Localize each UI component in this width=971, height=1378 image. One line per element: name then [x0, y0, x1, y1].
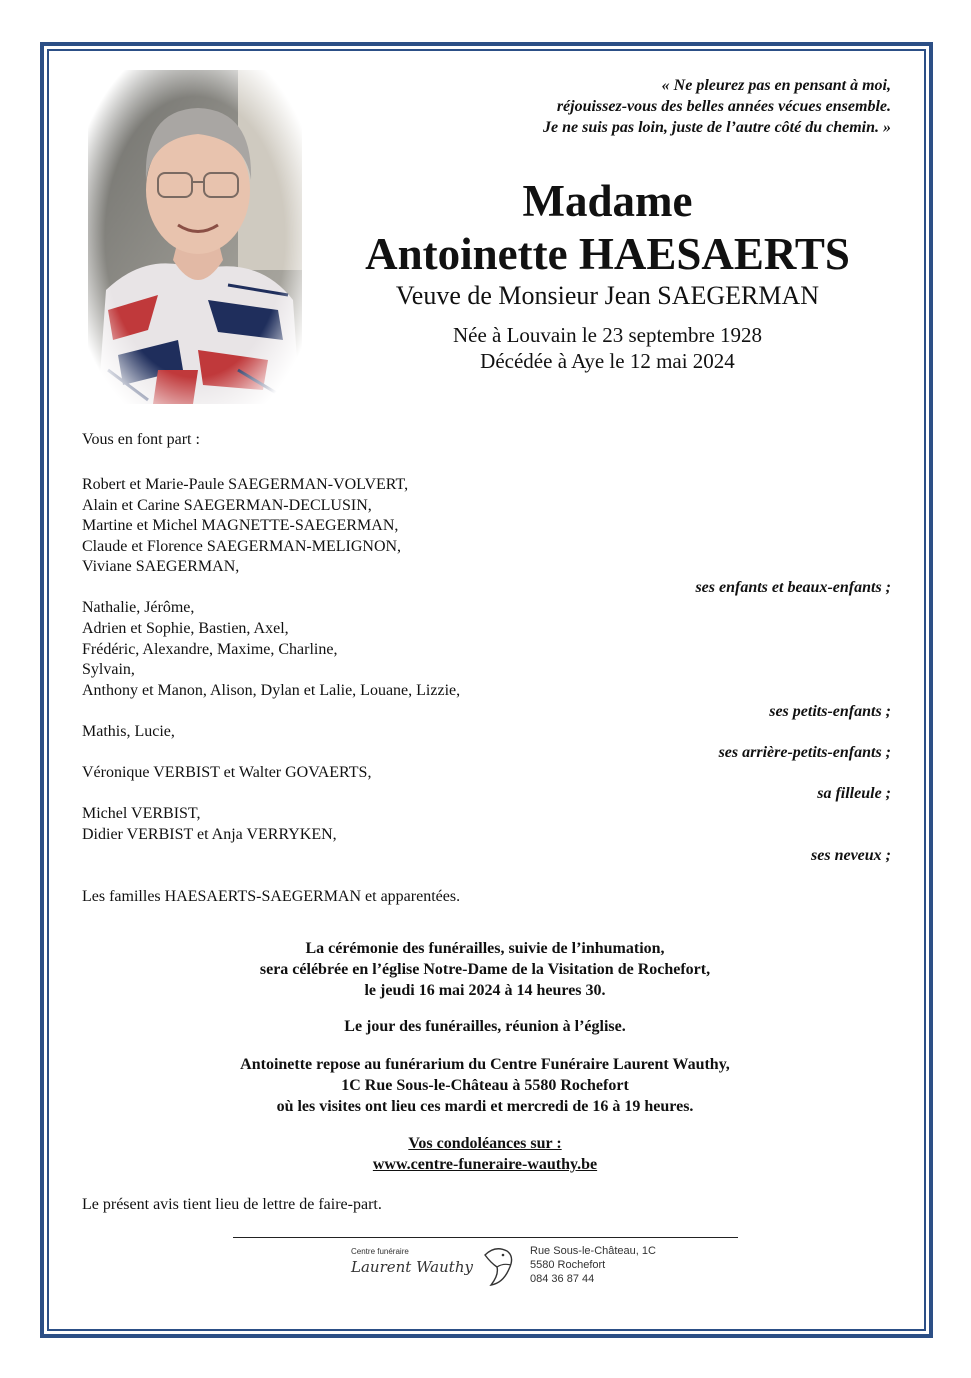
- condolences-block: [90, 1133, 880, 1175]
- family-line: Viviane SAEGERMAN,: [82, 558, 240, 575]
- relation-label: ses arrière-petits-enfants ;: [718, 744, 891, 761]
- funeral-home-logo: [345, 1243, 515, 1289]
- visit-line: où les visites ont lieu ces mardi et mercredi de 16 à 19 heures.: [276, 1098, 694, 1115]
- visit-line: Antoinette repose au funérarium du Centre Funéraire Laurent Wauthy,: [240, 1056, 730, 1073]
- meeting-line: Le jour des funérailles, réunion à l’église.: [344, 1018, 626, 1035]
- ceremony-details: [90, 938, 880, 1001]
- honorific-title: Madame: [522, 176, 693, 226]
- visitation-details: [90, 1054, 880, 1117]
- deceased-name: Antoinette HAESAERTS: [365, 229, 850, 279]
- family-line: Sylvain,: [82, 661, 135, 678]
- phone-number: 084 36 87 44: [530, 1273, 595, 1285]
- family-line: Didier VERBIST et Anja VERRYKEN,: [82, 826, 337, 843]
- family-line: Michel VERBIST,: [82, 805, 201, 822]
- address-line: Rue Sous-le-Château, 1C: [530, 1245, 656, 1257]
- relation-label: sa filleule ;: [817, 785, 891, 802]
- closing-note: Le présent avis tient lieu de lettre de faire-part.: [82, 1196, 382, 1213]
- logo-caption: Centre funéraire: [351, 1247, 409, 1256]
- condolences-label: Vos condoléances sur :: [408, 1135, 562, 1152]
- condolences-link[interactable]: www.centre-funeraire-wauthy.be: [372, 1156, 598, 1173]
- meeting-note: [90, 1016, 880, 1037]
- epitaph-quote: [371, 75, 891, 138]
- relation-label: ses enfants et beaux-enfants ;: [695, 579, 891, 596]
- ceremony-line: sera célébrée en l’église Notre-Dame de la Visitation de Rochefort,: [259, 961, 711, 978]
- family-line: Anthony et Manon, Alison, Dylan et Lalie, Louane, Lizzie,: [82, 681, 461, 699]
- family-line: Mathis, Lucie,: [82, 723, 175, 740]
- family-line: Nathalie, Jérôme,: [82, 599, 195, 616]
- relation-label: ses petits-enfants ;: [769, 703, 891, 720]
- quote-line: « Ne pleurez pas en pensant à moi,: [661, 77, 891, 94]
- visit-line: 1C Rue Sous-le-Château à 5580 Rochefort: [341, 1077, 629, 1094]
- ceremony-line: le jeudi 16 mai 2024 à 14 heures 30.: [364, 982, 606, 999]
- portrait-photo: [88, 70, 302, 404]
- family-line: Robert et Marie-Paule SAEGERMAN-VOLVERT,: [82, 476, 409, 493]
- families-line: Les familles HAESAERTS-SAEGERMAN et apparentées.: [82, 888, 461, 905]
- footer-divider: [233, 1237, 738, 1238]
- quote-line: réjouissez-vous des belles années vécues ensemble.: [556, 98, 891, 115]
- footer-address: [530, 1244, 656, 1286]
- family-line: Claude et Florence SAEGERMAN-MELIGNON,: [82, 537, 402, 555]
- dove-icon: [481, 1243, 517, 1287]
- relation-label: ses neveux ;: [811, 847, 891, 864]
- family-line: Frédéric, Alexandre, Maxime, Charline,: [82, 640, 338, 658]
- address-line: 5580 Rochefort: [530, 1259, 606, 1271]
- family-line: Véronique VERBIST et Walter GOVAERTS,: [82, 764, 372, 781]
- ceremony-line: La cérémonie des funérailles, suivie de l’inhumation,: [305, 940, 665, 957]
- death-line: Décédée à Aye le 12 mai 2024: [480, 349, 735, 373]
- birth-line: Née à Louvain le 23 septembre 1928: [452, 323, 763, 347]
- logo-script-name: Laurent Wauthy: [351, 1258, 473, 1276]
- intro-text: Vous en font part :: [82, 431, 200, 448]
- widow-line: Veuve de Monsieur Jean SAEGERMAN: [395, 281, 820, 310]
- family-line: Adrien et Sophie, Bastien, Axel,: [82, 620, 289, 637]
- quote-line: Je ne suis pas loin, juste de l’autre côté du chemin. »: [542, 119, 891, 136]
- family-line: Alain et Carine SAEGERMAN-DECLUSIN,: [82, 496, 372, 514]
- family-line: Martine et Michel MAGNETTE-SAEGERMAN,: [82, 517, 399, 534]
